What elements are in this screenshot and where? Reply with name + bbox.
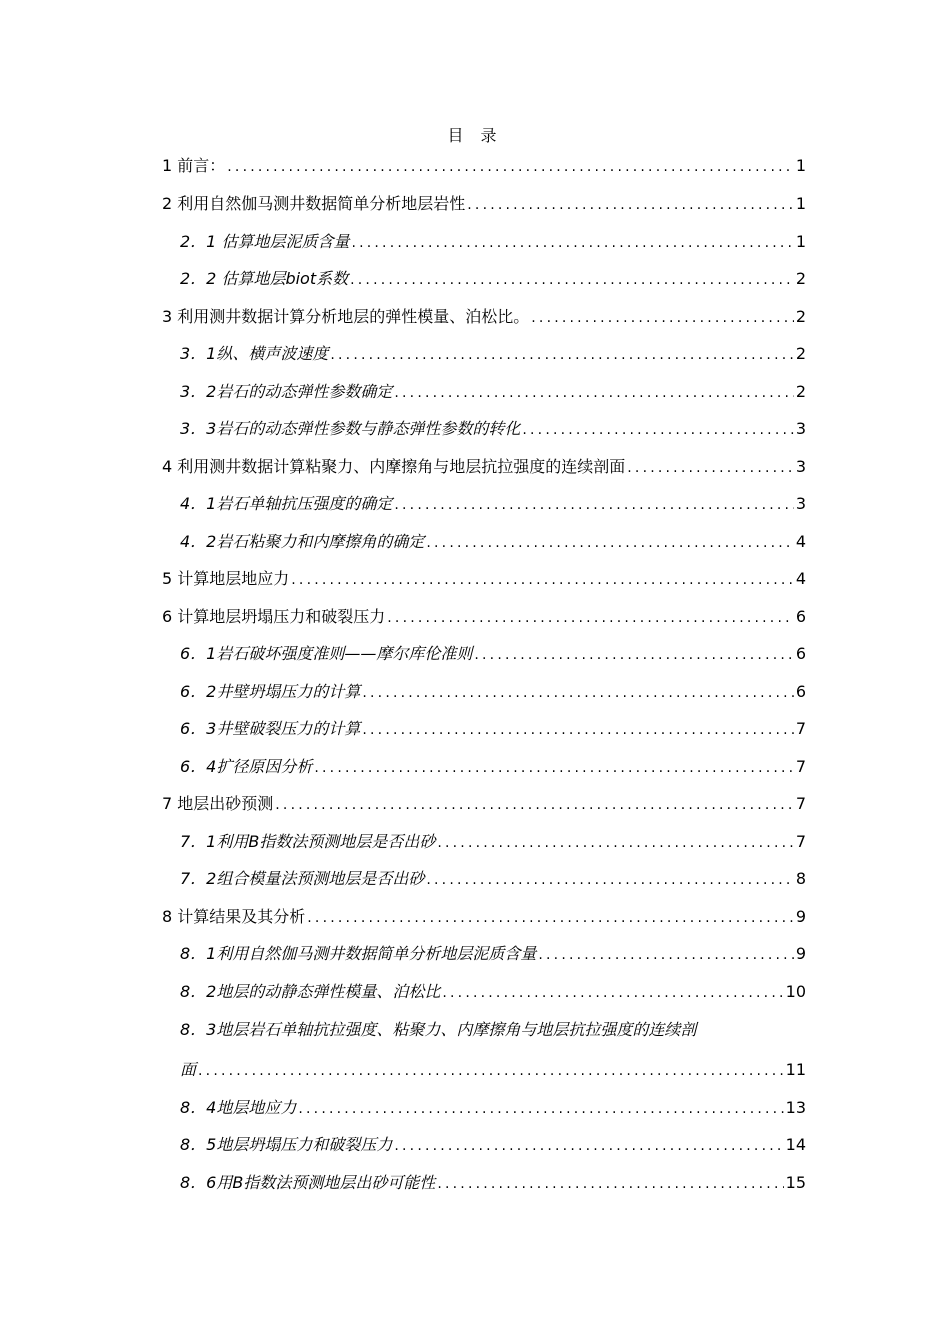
toc-dot-leader [627,457,794,479]
toc-page-number: 3 [795,419,806,438]
toc-entry[interactable] [162,456,806,479]
toc-subentry[interactable] [180,943,806,966]
toc-entry[interactable] [162,155,806,178]
toc-subentry[interactable] [180,643,806,666]
toc-entry-text: 3 利用测井数据计算分析地层的弹性模量、泊松比。 [162,307,530,326]
toc-subentry[interactable] [180,343,806,366]
toc-dot-leader [362,682,793,704]
toc-subentry[interactable] [180,1134,806,1157]
toc-subentry[interactable] [180,418,806,441]
toc-page-number: 7 [795,719,806,738]
toc-entry[interactable] [162,306,806,329]
toc-page-number: 10 [785,982,806,1001]
toc-page-number: 6 [795,607,806,626]
toc-page-number: 14 [785,1135,806,1154]
toc-dot-leader [426,869,793,891]
toc-entry-text: 2．2 估算地层biot系数 [180,269,349,288]
toc-page-number: 15 [785,1173,806,1192]
toc-dot-leader [394,494,793,516]
toc-entry-text: 3．3岩石的动态弹性参数与静态弹性参数的转化 [180,419,521,438]
toc-entry-text: 4．1岩石单轴抗压强度的确定 [180,494,393,513]
toc-page-number: 1 [795,156,806,175]
toc-dot-leader [330,344,793,366]
toc-page-number: 2 [795,344,806,363]
toc-entry-text: 6．2井壁坍塌压力的计算 [180,682,361,701]
toc-dot-leader [437,832,793,854]
toc-page-number: 6 [795,644,806,663]
toc-dot-leader [351,232,793,254]
toc-entry[interactable] [162,606,806,629]
toc-page-number: 2 [795,307,806,326]
toc-entry-text: 1 前言： [162,156,226,175]
toc-dot-leader [314,757,793,779]
toc-page-number: 1 [795,194,806,213]
toc-dot-leader [394,1135,783,1157]
toc-dot-leader [275,794,794,816]
toc-subentry[interactable] [180,1097,806,1120]
toc-dot-leader [426,532,793,554]
toc-subentry[interactable] [180,831,806,854]
toc-subentry[interactable] [180,1172,806,1195]
toc-dot-leader [467,194,794,216]
toc-entry-text: 8．2地层的动静态弹性模量、泊松比 [180,982,441,1001]
toc-page-number: 7 [795,757,806,776]
toc-dot-leader [394,382,793,404]
toc-subentry[interactable] [180,1059,806,1082]
toc-entry[interactable] [162,193,806,216]
toc-page-number: 8 [795,869,806,888]
toc-entry-text: 7．2组合模量法预测地层是否出砂 [180,869,425,888]
toc-page-number: 6 [795,682,806,701]
toc-entry-text: 8．1利用自然伽马测井数据简单分析地层泥质含量 [180,944,537,963]
toc-entry-text: 4 利用测井数据计算粘聚力、内摩擦角与地层抗拉强度的连续剖面 [162,457,626,476]
toc-page-number: 7 [795,832,806,851]
toc-entry-text: 3．1纵、横声波速度 [180,344,329,363]
toc-entry-text: 8．6用B指数法预测地层出砂可能性 [180,1173,436,1192]
toc-dot-leader [350,269,794,291]
toc-subentry[interactable] [180,868,806,891]
toc-entry[interactable] [162,793,806,816]
toc-entry-text: 8．4地层地应力 [180,1098,297,1117]
toc-entry-text: 7．1利用B指数法预测地层是否出砂 [180,832,436,851]
toc-subentry[interactable] [180,756,806,779]
toc-dot-leader [227,156,794,178]
toc-page-number: 4 [795,569,806,588]
toc-page-number: 7 [795,794,806,813]
toc-dot-leader [307,907,794,929]
toc-dot-leader [538,944,793,966]
toc-dot-leader [437,1173,783,1195]
toc-subentry-wrapped-line[interactable]: 8．3地层岩石单轴抗拉强度、粘聚力、内摩擦角与地层抗拉强度的连续剖 [180,1020,697,1039]
toc-entry-text: 3．2岩石的动态弹性参数确定 [180,382,393,401]
toc-entry-text: 8 计算结果及其分析 [162,907,306,926]
toc-dot-leader [198,1060,784,1082]
toc-subentry[interactable] [180,531,806,554]
toc-subentry[interactable] [180,981,806,1004]
toc-subentry[interactable] [180,681,806,704]
toc-page-number: 1 [795,232,806,251]
toc-page-number: 11 [785,1060,806,1079]
toc-page-number: 3 [795,457,806,476]
toc-page-number: 13 [785,1098,806,1117]
toc-entry-text: 5 计算地层地应力 [162,569,290,588]
toc-page-number: 3 [795,494,806,513]
toc-page-number: 9 [795,907,806,926]
toc-dot-leader [291,569,794,591]
toc-entry-text: 2．1 估算地层泥质含量 [180,232,350,251]
toc-entry-text: 6．4扩径原因分析 [180,757,313,776]
toc-entry-text: 7 地层出砂预测 [162,794,274,813]
toc-subentry[interactable] [180,718,806,741]
toc-page-number: 2 [795,382,806,401]
toc-dot-leader [522,419,793,441]
toc-page-number: 4 [795,532,806,551]
toc-entry-text: 6．1岩石破坏强度准则——摩尔库伦准则 [180,644,473,663]
toc-dot-leader [387,607,794,629]
toc-entry-text: 6 计算地层坍塌压力和破裂压力 [162,607,386,626]
toc-subentry[interactable] [180,231,806,254]
toc-entry-text: 8．5地层坍塌压力和破裂压力 [180,1135,393,1154]
toc-subentry[interactable] [180,493,806,516]
toc-dot-leader [474,644,793,666]
toc-dot-leader [442,982,783,1004]
toc-entry[interactable] [162,568,806,591]
toc-page-number: 2 [795,269,806,288]
toc-page-number: 9 [795,944,806,963]
toc-dot-leader [298,1098,783,1120]
toc-subentry[interactable] [180,268,806,291]
toc-title: 目 录 [447,126,503,145]
toc-entry-text: 4．2岩石粘聚力和内摩擦角的确定 [180,532,425,551]
toc-dot-leader [531,307,794,329]
toc-dot-leader [362,719,793,741]
toc-entry-text: 6．3井壁破裂压力的计算 [180,719,361,738]
toc-subentry[interactable] [180,381,806,404]
toc-entry[interactable] [162,906,806,929]
toc-entry-text: 面 [180,1060,197,1079]
toc-entry-text: 2 利用自然伽马测井数据简单分析地层岩性 [162,194,466,213]
